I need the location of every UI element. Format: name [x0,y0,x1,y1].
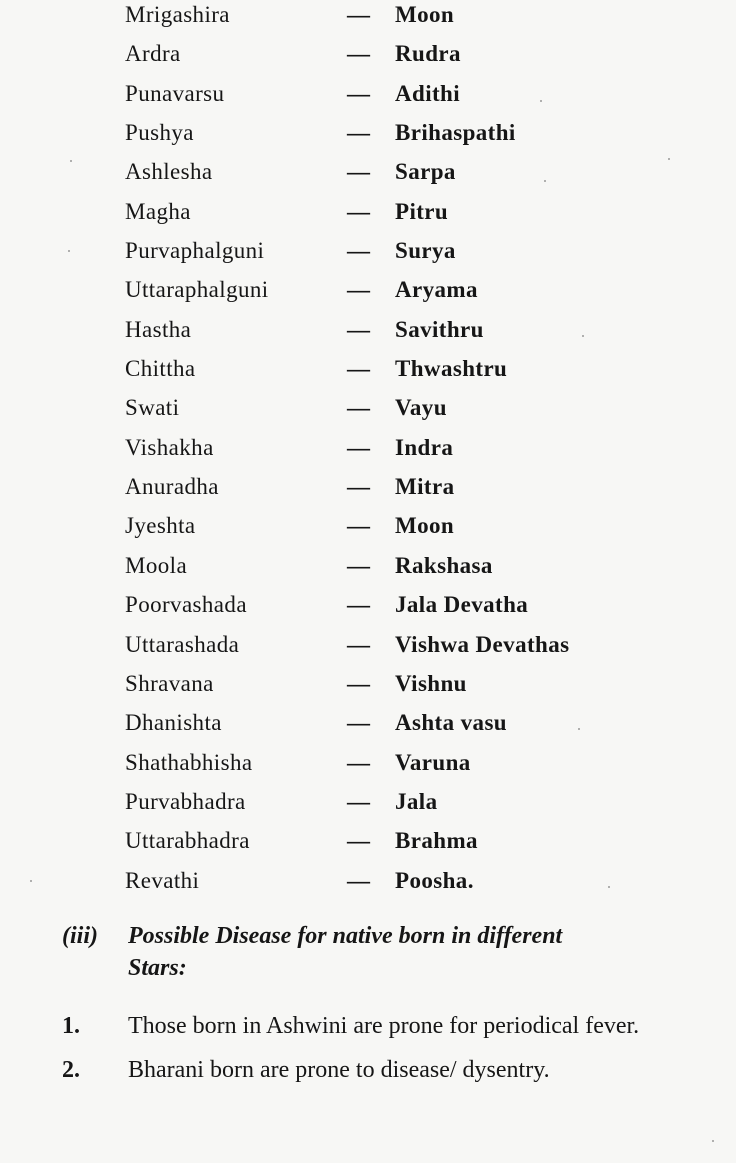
deity-name: Jala Devatha [395,592,529,618]
table-row [125,277,569,316]
table-row [125,120,569,159]
deity-name: Vishwa Devathas [395,631,570,657]
star-name: Chittha [125,356,196,382]
scan-speck [70,160,72,162]
table-row [125,632,569,671]
star-deity-table [125,2,569,907]
deity-name: Sarpa [395,159,456,185]
list-number: 2. [62,1057,80,1083]
star-name: Hastha [125,316,192,342]
table-row [125,395,569,434]
table-row [125,513,569,552]
deity-name: Thwashtru [395,356,508,382]
dash: — [347,80,371,106]
disease-list [62,1010,718,1098]
table-row [125,474,569,513]
star-name: Uttarashada [125,631,240,657]
deity-name: Surya [395,238,456,264]
dash: — [347,395,371,421]
section-heading [62,920,562,984]
deity-name: Indra [395,434,454,460]
dash: — [347,552,371,578]
deity-name: Rakshasa [395,552,493,578]
dash: — [347,2,371,27]
deity-name: Poosha. [395,867,474,893]
table-row [125,789,569,828]
star-name: Shravana [125,670,214,696]
dash: — [347,316,371,342]
scan-speck [578,728,580,730]
table-row [125,868,569,907]
star-name: Uttarabhadra [125,828,250,854]
star-name: Anuradha [125,474,219,500]
section-title-line1: Possible Disease for native born in different [128,923,563,949]
deity-name: Ashta vasu [395,710,508,736]
list-text: Those born in Ashwini are prone for periodical fever. [128,1013,640,1039]
star-name: Dhanishta [125,710,222,736]
list-item [62,1010,718,1042]
star-name: Mrigashira [125,2,230,27]
scan-speck [582,335,584,337]
dash: — [347,41,371,67]
dash: — [347,238,371,264]
table-row [125,199,569,238]
dash: — [347,356,371,382]
scan-speck [68,250,70,252]
star-name: Purvaphalguni [125,238,265,264]
section-title-line2: Stars: [128,955,187,981]
dash: — [347,474,371,500]
scan-speck [30,880,32,882]
star-name: Ardra [125,41,181,67]
table-row [125,159,569,198]
dash: — [347,513,371,539]
list-item [62,1054,718,1086]
dash: — [347,277,371,303]
scan-speck [540,100,542,102]
star-name: Jyeshta [125,513,196,539]
star-name: Swati [125,395,180,421]
star-name: Shathabhisha [125,749,253,775]
star-name: Revathi [125,867,200,893]
dash: — [347,867,371,893]
star-name: Pushya [125,120,194,146]
table-row [125,710,569,749]
table-row [125,592,569,631]
star-name: Magha [125,198,191,224]
table-row [125,238,569,277]
star-name: Ashlesha [125,159,213,185]
deity-name: Brahma [395,828,478,854]
star-name: Moola [125,552,188,578]
star-name: Punavarsu [125,80,225,106]
dash: — [347,434,371,460]
star-name: Purvabhadra [125,788,246,814]
table-row [125,553,569,592]
scan-speck [712,1140,714,1142]
deity-name: Rudra [395,41,461,67]
star-name: Vishakha [125,434,214,460]
deity-name: Moon [395,2,455,27]
dash: — [347,788,371,814]
dash: — [347,749,371,775]
deity-name: Moon [395,513,455,539]
star-name: Poorvashada [125,592,247,618]
table-row [125,2,569,41]
star-name: Uttaraphalguni [125,277,269,303]
table-row [125,828,569,867]
deity-name: Varuna [395,749,471,775]
deity-name: Pitru [395,198,449,224]
dash: — [347,631,371,657]
dash: — [347,710,371,736]
deity-name: Adithi [395,80,461,106]
scan-speck [668,158,670,160]
dash: — [347,592,371,618]
section-number: (iii) [62,923,98,949]
table-row [125,750,569,789]
list-number: 1. [62,1013,80,1039]
table-row [125,671,569,710]
deity-name: Mitra [395,474,455,500]
dash: — [347,198,371,224]
dash: — [347,670,371,696]
table-row [125,41,569,80]
table-row [125,81,569,120]
deity-name: Vishnu [395,670,467,696]
deity-name: Vayu [395,395,447,421]
deity-name: Savithru [395,316,484,342]
deity-name: Aryama [395,277,478,303]
scan-speck [544,180,546,182]
dash: — [347,828,371,854]
table-row [125,317,569,356]
dash: — [347,120,371,146]
scan-speck [608,886,610,888]
list-text: Bharani born are prone to disease/ dysentry. [128,1057,550,1083]
table-row [125,435,569,474]
deity-name: Brihaspathi [395,120,516,146]
deity-name: Jala [395,788,438,814]
dash: — [347,159,371,185]
table-row [125,356,569,395]
